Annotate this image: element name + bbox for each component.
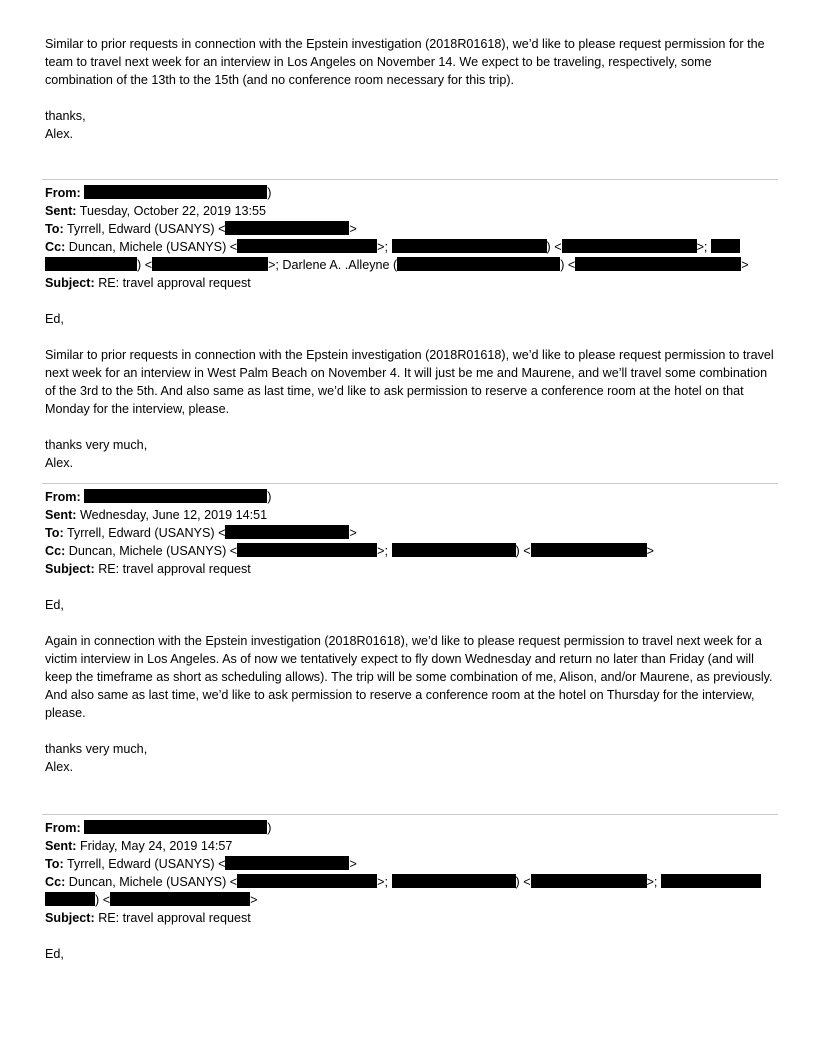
email-separator <box>42 814 778 815</box>
redaction <box>397 257 560 271</box>
redaction <box>45 257 137 271</box>
email-body: Again in connection with the Epstein investigation (2018R01618), we’d like to please request permission to travel next week for a victim interview in Los Angeles. As of now we tentatively expect to fly down Wednesday and return no later than Friday (and will keep the timeframe as short as scheduling allows). The trip will be some combination of me, Alison, and/or Maurene, as previously. And also same as last time, we’d like to ask permission to reserve a conference room at the hotel on Thursday for the interview, please. <box>45 634 773 720</box>
redaction <box>237 543 377 557</box>
email-signoff: thanks very much, <box>45 742 148 756</box>
email-signoff: thanks very much, <box>45 438 148 452</box>
email-separator <box>42 179 778 180</box>
to-line: To: Tyrrell, Edward (USANYS) < > <box>45 857 357 871</box>
redaction <box>392 239 547 253</box>
email-separator <box>42 483 778 484</box>
to-line: To: Tyrrell, Edward (USANYS) < > <box>45 526 357 540</box>
cc-line: Cc: Duncan, Michele (USANYS) < >; ) < >; <box>45 873 775 891</box>
greeting: Ed, <box>45 947 64 961</box>
redaction <box>225 525 349 539</box>
email-signature: Alex. <box>45 760 73 774</box>
subject-line: Subject: RE: travel approval request <box>45 276 251 290</box>
email-header-2 <box>45 488 775 578</box>
sent-line: Sent: Friday, May 24, 2019 14:57 <box>45 839 233 853</box>
intro-signoff: thanks, <box>45 109 86 123</box>
redaction <box>237 874 377 888</box>
cc-line: Cc: Duncan, Michele (USANYS) < >; ) < > <box>45 544 654 558</box>
redaction <box>225 856 349 870</box>
redaction <box>84 489 267 503</box>
email-header-3 <box>45 819 775 927</box>
redaction <box>84 185 267 199</box>
redaction <box>531 874 647 888</box>
cc-line-cont: ) < >; Darlene A. .Alleyne ( ) < > <box>45 256 775 274</box>
from-line: From: ) <box>45 186 272 200</box>
redaction <box>225 221 349 235</box>
greeting: Ed, <box>45 312 64 326</box>
redaction <box>110 892 250 906</box>
email-thread <box>45 35 775 963</box>
subject-line: Subject: RE: travel approval request <box>45 562 251 576</box>
redaction <box>392 874 516 888</box>
redaction <box>152 257 268 271</box>
email-header-1 <box>45 184 775 292</box>
redaction <box>84 820 267 834</box>
from-line: From: ) <box>45 821 272 835</box>
redaction <box>45 892 95 906</box>
subject-line: Subject: RE: travel approval request <box>45 911 251 925</box>
intro-signature: Alex. <box>45 127 73 141</box>
redaction <box>661 874 761 888</box>
cc-line: Cc: Duncan, Michele (USANYS) < >; ) < >; <box>45 238 775 256</box>
email-signature: Alex. <box>45 456 73 470</box>
from-line: From: ) <box>45 490 272 504</box>
redaction <box>711 239 740 253</box>
email-body: Similar to prior requests in connection with the Epstein investigation (2018R01618), we’d like to please request permission to travel next week for an interview in West Palm Beach on November 4. It will just be me and Maurene, and we’ll travel some combination of the 3rd to the 5th. And also same as last time, we’d like to ask permission to reserve a conference room at the hotel on that Monday for the interview, please. <box>45 348 774 416</box>
cc-line-cont: ) < > <box>45 891 775 909</box>
sent-line: Sent: Wednesday, June 12, 2019 14:51 <box>45 508 268 522</box>
redaction <box>392 543 516 557</box>
redaction <box>575 257 741 271</box>
redaction <box>237 239 377 253</box>
redaction <box>562 239 697 253</box>
redaction <box>531 543 647 557</box>
to-line: To: Tyrrell, Edward (USANYS) < > <box>45 222 357 236</box>
sent-line: Sent: Tuesday, October 22, 2019 13:55 <box>45 204 266 218</box>
intro-body: Similar to prior requests in connection with the Epstein investigation (2018R01618), we’d like to please request permission for the team to travel next week for an interview in Los Angeles on November 14. We expect to be traveling, respectively, some combination of the 13th to the 15th (and no conference room necessary for this trip). <box>45 37 765 87</box>
greeting: Ed, <box>45 598 64 612</box>
